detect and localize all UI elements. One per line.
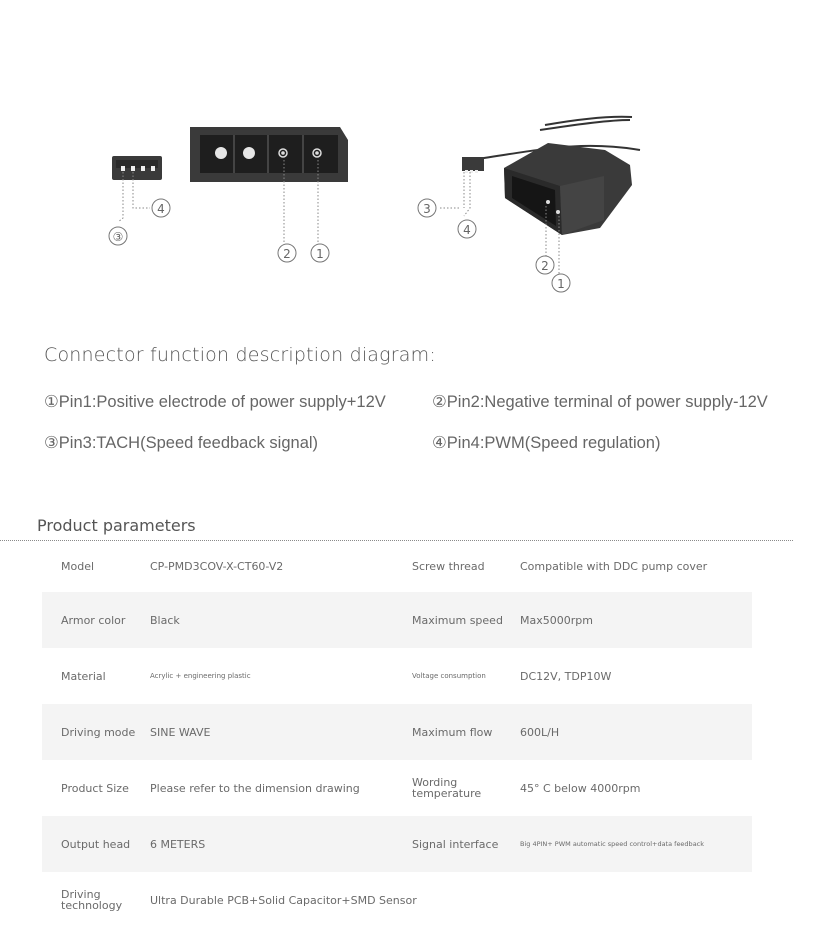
label-3-left: ③: [112, 230, 124, 244]
param-key: Wording temperature: [412, 776, 482, 800]
molex-connector-front: [190, 127, 348, 182]
param-value: Big 4PIN+ PWM automatic speed control+data feedback: [520, 840, 705, 848]
param-key: Model: [61, 559, 95, 573]
param-key: Maximum speed: [412, 613, 503, 627]
svg-text:1: 1: [557, 277, 565, 291]
table-row: [42, 648, 752, 704]
param-value: Max5000rpm: [520, 613, 593, 627]
param-value: Black: [150, 613, 180, 627]
param-value: 6 METERS: [150, 837, 206, 851]
param-value: DC12V, TDP10W: [520, 669, 612, 683]
param-value: CP-PMD3COV-X-CT60-V2: [150, 559, 284, 573]
param-key: Maximum flow: [412, 725, 493, 739]
param-value: Please refer to the dimension drawing: [150, 781, 360, 795]
param-key: Driving technology: [61, 888, 123, 912]
param-value: 600L/H: [520, 725, 560, 739]
small-4pin-connector: [112, 156, 162, 180]
svg-text:4: 4: [463, 223, 471, 237]
param-key: Material: [61, 669, 106, 683]
param-key: Output head: [61, 837, 131, 851]
molex-connector-3d: [462, 117, 640, 235]
param-value: Compatible with DDC pump cover: [520, 559, 708, 573]
connector-diagram: [0, 0, 835, 310]
param-key: Screw thread: [412, 559, 485, 573]
svg-text:3: 3: [423, 202, 431, 216]
table-row: [42, 538, 752, 594]
svg-text:4: 4: [157, 202, 165, 216]
param-key: Driving mode: [61, 725, 136, 739]
param-value: Acrylic + engineering plastic: [150, 672, 251, 680]
param-value: 45° C below 4000rpm: [520, 781, 641, 795]
svg-text:2: 2: [283, 247, 291, 261]
svg-text:2: 2: [541, 259, 549, 273]
table-row: [42, 816, 752, 872]
param-key: Voltage consumption: [412, 672, 486, 680]
pin4-desc: ④Pin4:PWM(Speed regulation): [432, 434, 661, 452]
param-key: Armor color: [61, 613, 126, 627]
pin2-desc: ②Pin2:Negative terminal of power supply-12V: [432, 393, 768, 411]
table-row: [42, 872, 752, 928]
pin3-desc: ③Pin3:TACH(Speed feedback signal): [44, 434, 319, 452]
param-key: Product Size: [61, 781, 129, 795]
connector-title: Connector function description diagram:: [44, 344, 436, 366]
table-row: [42, 592, 752, 648]
pin1-desc: ①Pin1:Positive electrode of power supply+12V: [44, 393, 386, 411]
params-title: Product parameters: [37, 516, 196, 535]
svg-text:1: 1: [316, 247, 324, 261]
param-value: Ultra Durable PCB+Solid Capacitor+SMD Sensor: [150, 893, 417, 907]
param-value: SINE WAVE: [150, 725, 211, 739]
param-key: Signal interface: [412, 837, 499, 851]
table-row: [42, 704, 752, 760]
table-row: [42, 760, 752, 816]
